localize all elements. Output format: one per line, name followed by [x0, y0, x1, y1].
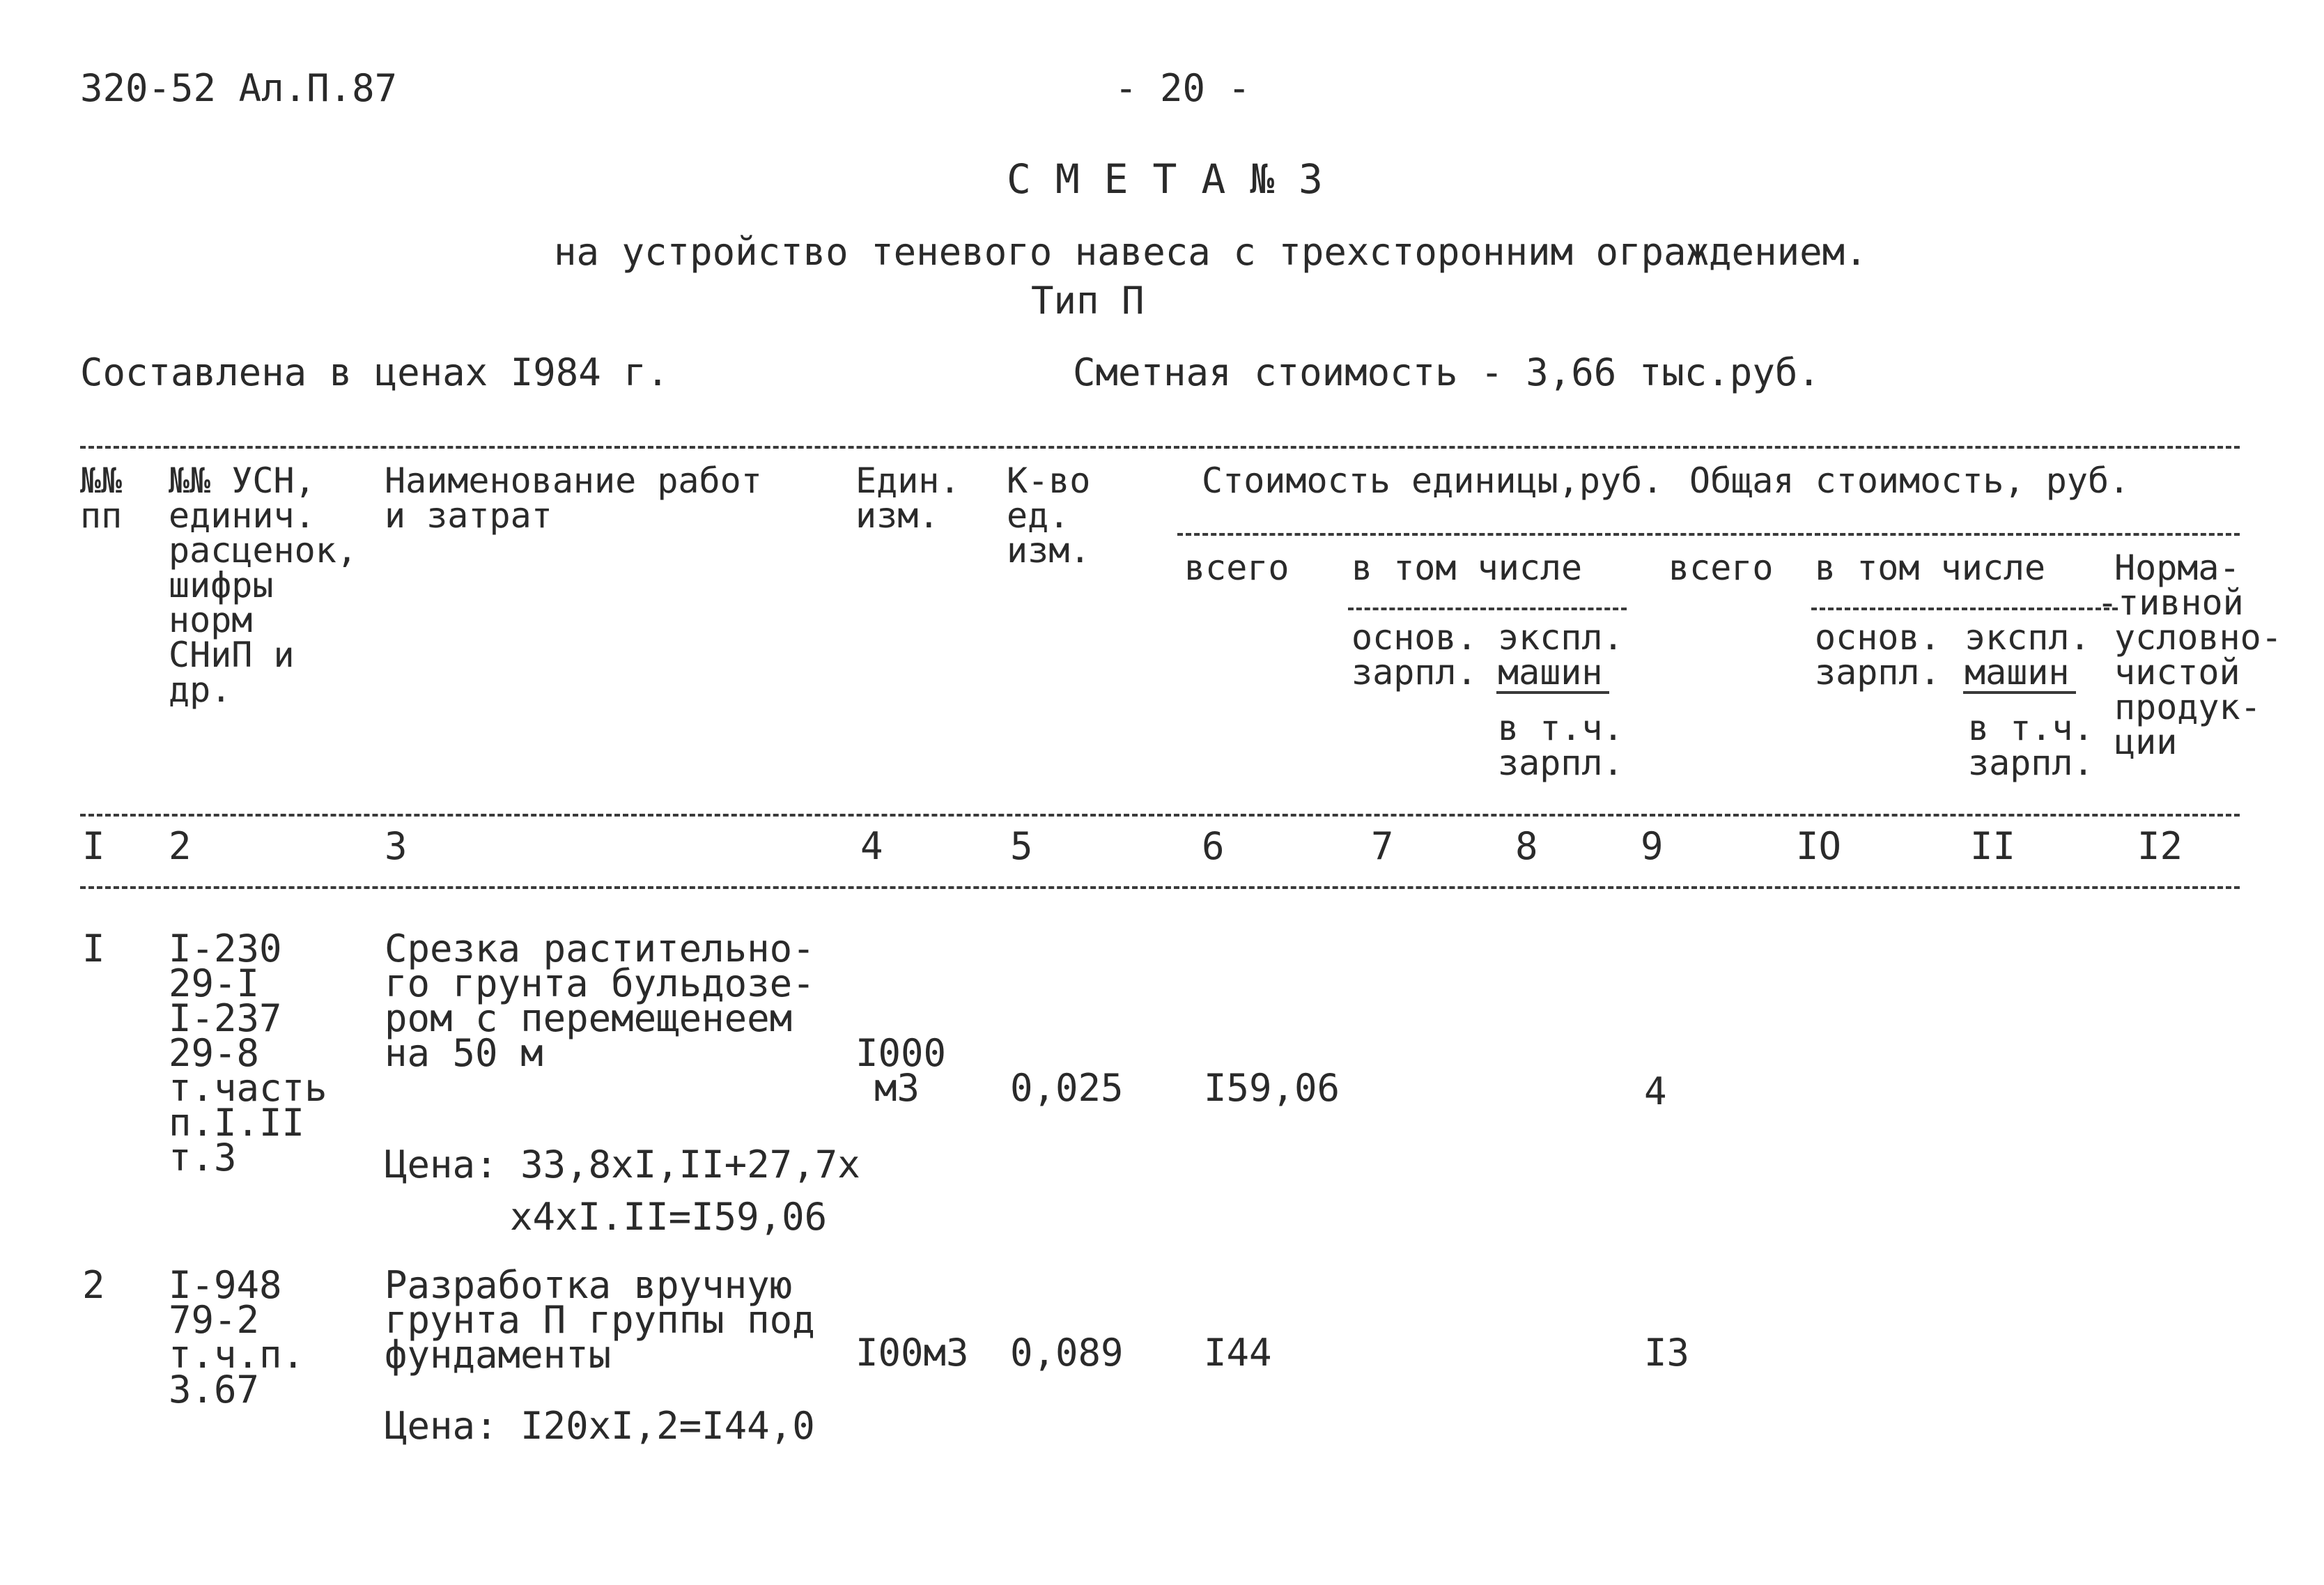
unit-base-wage-line2: зарпл. [1351, 652, 1478, 693]
total-total-header: всего [1668, 548, 1774, 588]
col1-header-line2: пп [80, 495, 123, 536]
column-number-1: I [82, 824, 105, 868]
row1-unit-line2: м3 [874, 1066, 920, 1110]
total-machine-line2: машин [1965, 652, 2070, 693]
row1-price-line1: Цена: 33,8хI,II+27,7х [385, 1143, 860, 1186]
cost-header-rule [1177, 533, 2240, 536]
unit-including-header: в том числе [1351, 548, 1583, 588]
row1-total: 4 [1644, 1069, 1667, 1113]
col5-header-line3: изм. [1007, 530, 1091, 571]
row1-price-line2: х4хI.II=I59,06 [510, 1195, 828, 1239]
normative-line3: условно- [2114, 617, 2282, 658]
prices-note: Составлена в ценах I984 г. [80, 350, 669, 394]
row1-name-line1: Срезка растительно- [385, 927, 815, 971]
col2-header-line2: единич. [169, 495, 316, 536]
column-number-8: 8 [1515, 824, 1538, 868]
table-top-rule [80, 446, 2240, 449]
column-number-5: 5 [1010, 824, 1033, 868]
column-number-6: 6 [1202, 824, 1225, 868]
col2-header-line5: норм [169, 600, 253, 640]
normative-line5: продук- [2114, 687, 2261, 727]
row1-unit-line1: I000 [855, 1031, 947, 1075]
row1-number: I [82, 927, 105, 971]
row1-name-line4: на 50 м [385, 1031, 543, 1075]
row2-code-3: т.ч.п. [169, 1333, 305, 1377]
unit-cost-header: Стоимость единицы,руб. [1202, 461, 1664, 501]
col3-header-line2: и затрат [385, 495, 552, 536]
unit-total-header: всего [1184, 548, 1289, 588]
total-base-wage-line2: зарпл. [1815, 652, 1941, 693]
unit-incl-wage-line2: зарпл. [1498, 743, 1624, 783]
row1-name-line3: ром с перемещенеем [385, 996, 793, 1040]
row2-unit: I00м3 [855, 1331, 969, 1375]
normative-line6: ции [2114, 722, 2178, 762]
row2-price-line1: Цена: I20хI,2=I44,0 [385, 1404, 815, 1448]
page-number: - 20 - [1115, 66, 1251, 110]
row2-number: 2 [82, 1263, 105, 1307]
col5-header-line2: ед. [1007, 495, 1070, 536]
document-title: С М Е Т А № 3 [1007, 155, 1323, 203]
doc-code: 320-52 Ал.П.87 [80, 66, 398, 110]
row2-unit-total: I44 [1204, 1331, 1272, 1375]
row1-code-6: п.I.II [169, 1101, 305, 1145]
column-number-11: II [1970, 824, 2016, 868]
unit-subheader-rule [1348, 608, 1627, 610]
row1-code-5: т.часть [169, 1066, 327, 1110]
row2-code-1: I-948 [169, 1263, 282, 1307]
col2-header-line1: №№ УСН, [169, 461, 316, 501]
normative-line4: чистой [2114, 652, 2240, 693]
unit-machine-line2: машин [1498, 652, 1603, 693]
column-numbers-top-rule [80, 814, 2240, 817]
total-incl-wage-line2: зарпл. [1968, 743, 2094, 783]
column-number-3: 3 [385, 824, 408, 868]
row2-total: I3 [1644, 1331, 1690, 1375]
row1-code-2: 29-I [169, 961, 260, 1005]
column-number-9: 9 [1641, 824, 1664, 868]
unit-incl-wage-line1: в т.ч. [1498, 708, 1624, 748]
col2-header-line6: СНиП и [169, 635, 295, 675]
column-number-10: IO [1796, 824, 1842, 868]
total-including-header: в том числе [1815, 548, 2046, 588]
row1-code-1: I-230 [169, 927, 282, 971]
total-subheader-rule [1811, 608, 2118, 610]
col3-header-line1: Наименование работ [385, 461, 762, 501]
row1-name-line2: го грунта бульдозе- [385, 961, 815, 1005]
col4-header-line2: изм. [855, 495, 940, 536]
total-incl-wage-line1: в т.ч. [1968, 708, 2094, 748]
document-type: Тип П [1031, 279, 1145, 323]
col2-header-line3: расценок, [169, 530, 357, 571]
row2-code-4: 3.67 [169, 1368, 260, 1412]
total-base-wage-line1: основ. [1815, 617, 1941, 658]
col1-header-line1: №№ [80, 461, 123, 501]
row1-code-3: I-237 [169, 996, 282, 1040]
document-subtitle: на устройство теневого навеса с трехсторонним ограждением. [554, 230, 1868, 274]
total-cost-header: Общая стоимость, руб. [1689, 461, 2130, 501]
col4-header-line1: Един. [855, 461, 961, 501]
row2-quantity: 0,089 [1010, 1331, 1124, 1375]
col2-header-line4: шифры [169, 565, 274, 605]
normative-line1: Норма- [2114, 548, 2240, 588]
unit-machine-line1: экспл. [1498, 617, 1624, 658]
column-number-12: I2 [2137, 824, 2183, 868]
row2-name-line2: грунта П группы под [385, 1298, 815, 1342]
col2-header-line7: др. [169, 670, 232, 710]
normative-line2: -тивной [2097, 582, 2244, 623]
total-machine-line1: экспл. [1965, 617, 2091, 658]
column-number-4: 4 [860, 824, 883, 868]
column-number-7: 7 [1371, 824, 1394, 868]
cost-note: Сметная стоимость - 3,66 тыс.руб. [1073, 350, 1820, 394]
row1-quantity: 0,025 [1010, 1066, 1124, 1110]
row2-name-line3: фундаменты [385, 1333, 612, 1377]
row1-code-7: т.3 [169, 1136, 237, 1180]
col5-header-line1: К-во [1007, 461, 1091, 501]
row1-code-4: 29-8 [169, 1031, 260, 1075]
column-number-2: 2 [169, 824, 192, 868]
unit-base-wage-line1: основ. [1351, 617, 1478, 658]
row2-code-2: 79-2 [169, 1298, 260, 1342]
row1-unit-total: I59,06 [1204, 1066, 1340, 1110]
row2-name-line1: Разработка вручную [385, 1263, 793, 1307]
column-numbers-bottom-rule [80, 886, 2240, 889]
